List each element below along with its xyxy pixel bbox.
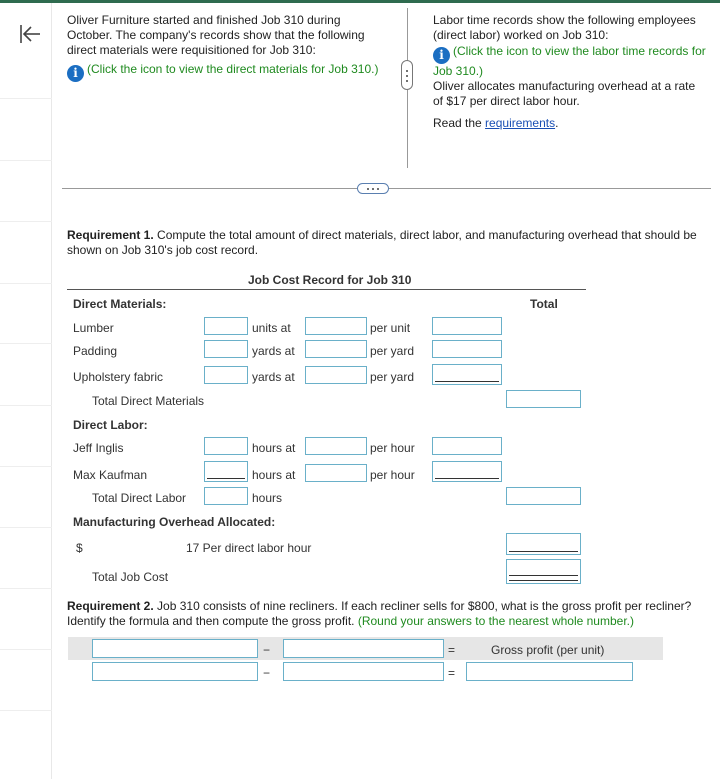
jeff-inglis-label: Jeff Inglis [73,441,124,455]
rounding-note: (Round your answers to the nearest whole number.) [357,614,634,628]
equals-sign: = [448,666,456,680]
rail-divider [0,405,52,406]
collapse-left-icon[interactable] [19,24,41,44]
info-icon[interactable]: i [433,47,450,64]
overhead-allocated-input[interactable] [506,533,581,555]
jeff-rate-input[interactable] [305,437,367,455]
problem-right-text: Labor time records show the following employees (direct labor) worked on Job 310: [433,13,696,42]
padding-price-input[interactable] [305,340,367,358]
gross-profit-input[interactable] [466,662,633,681]
horizontal-resize-handle[interactable] [357,183,389,194]
problem-right-panel [433,13,708,131]
padding-total-input[interactable] [432,340,502,358]
rail-divider [0,649,52,650]
handle-dot [377,188,379,190]
top-accent-bar [0,0,720,3]
formula-term-1-select[interactable] [92,639,258,658]
requirement-2 [67,599,712,629]
padding-quantity-input[interactable] [204,340,248,358]
per-hour-label: per hour [370,441,415,455]
lumber-label: Lumber [73,321,114,335]
rail-divider [0,527,52,528]
yards-at-label: yards at [252,370,295,384]
rail-divider [0,343,52,344]
upholstery-fabric-label: Upholstery fabric [73,370,164,384]
rail-divider [0,221,52,222]
problem-left-text: Oliver Furniture started and finished Job 310 during October. The company's records show that the following direct materials were requisitioned for Job 310: [67,13,365,57]
handle-dot [406,80,408,82]
info-icon[interactable]: i [67,65,84,82]
upholstery-total-input[interactable] [432,364,502,385]
vertical-resize-handle[interactable] [401,60,413,90]
requirement-1 [67,228,707,258]
jeff-hours-input[interactable] [204,437,248,455]
rail-divider [0,98,52,99]
total-job-cost-input[interactable] [506,559,581,584]
max-kaufman-label: Max Kaufman [73,468,148,482]
period-text: . [555,116,559,130]
equals-sign: = [448,643,456,657]
handle-dot [406,70,408,72]
upholstery-price-input[interactable] [305,366,367,384]
max-hours-input[interactable] [204,461,248,482]
requirement-1-text: Compute the total amount of direct materials, direct labor, and manufacturing overhead that should be shown on Job 310's job cost record. [67,228,697,257]
overhead-rate-text: Oliver allocates manufacturing overhead at a rate of $17 per direct labor hour. [433,79,696,108]
lumber-quantity-input[interactable] [204,317,248,335]
hours-at-label: hours at [252,441,296,455]
units-at-label: units at [252,321,291,335]
read-requirements [433,116,708,131]
value-term-1-input[interactable] [92,662,258,681]
gross-profit-label: Gross profit (per unit) [491,643,605,657]
rail-divider [0,283,52,284]
total-direct-labor-label: Total Direct Labor [92,491,187,505]
max-total-input[interactable] [432,461,502,482]
job-cost-record-title: Job Cost Record for Job 310 [248,273,412,287]
manufacturing-overhead-heading: Manufacturing Overhead Allocated: [73,515,276,529]
left-rail [0,3,52,779]
per-hour-label: per hour [370,468,415,482]
rail-divider [0,588,52,589]
overhead-rate-label: 17 Per direct labor hour [186,541,312,555]
total-direct-labor-input[interactable] [506,487,581,505]
requirement-2-text: Job 310 consists of nine recliners. If each recliner sells for $800, what is the gross profit per recliner? Identify the formula and then compute the gross profit. [67,599,692,628]
formula-term-2-select[interactable] [283,639,444,658]
rail-divider [0,466,52,467]
handle-dot [367,188,369,190]
jeff-total-input[interactable] [432,437,502,455]
labor-records-link-text[interactable]: (Click the icon to view the labor time records for Job 310.) [433,44,706,78]
direct-materials-heading: Direct Materials: [73,297,167,311]
padding-label: Padding [73,344,118,358]
table-header-rule [67,289,586,290]
rail-divider [0,160,52,161]
per-yard-label: per yard [370,344,415,358]
handle-dot [406,75,408,77]
dollar-sign: $ [76,541,83,555]
per-unit-label: per unit [370,321,411,335]
minus-sign: − [263,666,271,680]
hours-label: hours [252,491,283,505]
yards-at-label: yards at [252,344,295,358]
requirements-link[interactable]: requirements [485,116,556,130]
requirement-2-heading: Requirement 2. [67,599,154,613]
rail-divider [0,710,52,711]
upholstery-quantity-input[interactable] [204,366,248,384]
total-labor-hours-input[interactable] [204,487,248,505]
requirement-1-heading: Requirement 1. [67,228,154,242]
lumber-total-input[interactable] [432,317,502,335]
handle-dot [372,188,374,190]
max-rate-input[interactable] [305,464,367,482]
problem-left-panel [67,13,387,82]
total-job-cost-label: Total Job Cost [92,570,169,584]
total-direct-materials-input[interactable] [506,390,581,408]
lumber-price-input[interactable] [305,317,367,335]
total-column-header: Total [530,297,558,311]
labor-records-link[interactable] [433,44,708,79]
value-term-2-input[interactable] [283,662,444,681]
per-yard-label: per yard [370,370,415,384]
minus-sign: − [263,643,271,657]
read-the-text: Read the [433,116,482,130]
direct-materials-link[interactable] [67,62,387,82]
direct-materials-link-text[interactable]: (Click the icon to view the direct materials for Job 310.) [87,62,379,76]
hours-at-label: hours at [252,468,296,482]
total-direct-materials-label: Total Direct Materials [92,394,205,408]
direct-labor-heading: Direct Labor: [73,418,148,432]
